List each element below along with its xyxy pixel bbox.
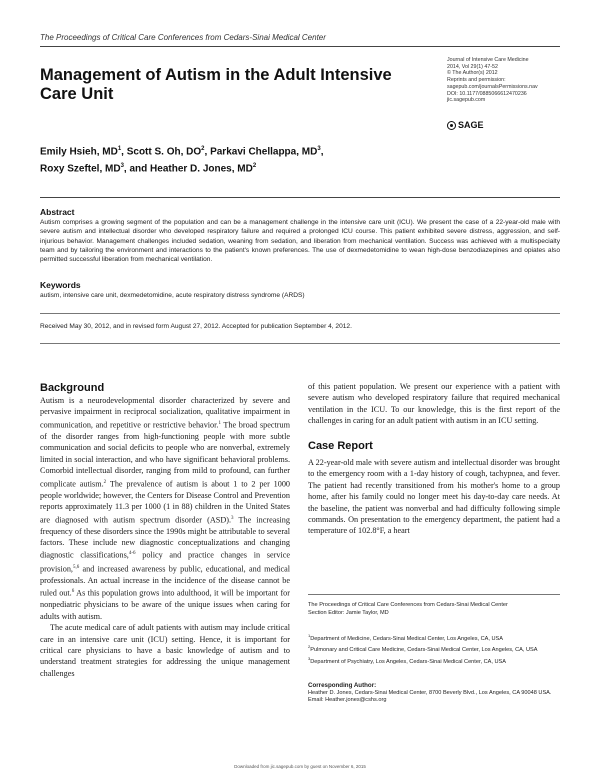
journal-info-line: Reprints and permission: [447,77,506,84]
footnote-proceedings-title: The Proceedings of Critical Care Conferences from Cedars-Sinai Medical Center [308,602,508,608]
case-report-paragraph: A 22-year-old male with severe autism and intellectual disorder was brought to the emergency room with a 1-day history of cough, tachypnea, and fever. The patient had recently transitioned from his mother's home to a group home, after his family could no longer meet his day-to-day care needs. At the baseline, the patient was nonverbal and had difficulty following simple commands. On presentation to the emergency department, the patient had a temperature of 102.8°F, a heart [308,458,560,536]
author-name: Scott S. Oh, DO [126,146,202,158]
keywords-divider [40,313,560,314]
author-list [40,142,400,177]
header-divider [40,46,560,47]
running-header: The Proceedings of Critical Care Conferences from Cedars-Sinai Medical Center [40,33,326,42]
corresponding-author-heading: Corresponding Author: [308,682,377,689]
keywords-text: autism, intensive care unit, dexmedetomidine, acute respiratory distress syndrome (ARDS) [40,292,305,299]
abstract-text: Autism comprises a growing segment of the population and can be a management challenge in the intensive care unit (ICU). We present the case of a 22-year-old male with severe autism and intellectual disorder who developed respiratory failure and required a prolonged ICU course. This patient exhibited severe distress, aggression, and self-injurious behavior. Management challenges included sedation, weaning from sedation, and liberation from mechanical ventilation. Success was achieved with a multispecialty team and by tailoring the environment and interactions to the patient's known preferences. The use of dexmedetomidine to wean high-dose benzodiazepines and opiates also permitted successful liberation from mechanical ventilation. [40,219,560,264]
download-footer: Downloaded from jic.sagepub.com by guest on November 6, 2015 [234,764,366,769]
footnote-affiliations [308,632,560,666]
abstract-divider [40,197,560,198]
author-affiliation-mark: 3 [317,146,321,152]
author-name: Roxy Szeftel, MD [40,163,121,175]
received-divider [40,343,560,344]
author-separator: , and [123,163,151,175]
journal-info-line: DOI: 10.1177/0885066612470236 [447,90,527,97]
keywords-heading: Keywords [40,280,81,290]
citation-mark: 3 [231,515,234,521]
citation-mark: 6 [71,589,75,595]
footnote-divider [308,594,560,595]
affiliation-line: $^2$Pulmonary and Critical Care Medicine, Cedars-Sinai Medical Center, Los Angeles, CA, USA [308,644,538,654]
background-heading: Background [40,382,105,394]
case-report-column [308,457,560,537]
author-affiliation-mark: 2 [252,163,257,170]
abstract-heading: Abstract [40,207,75,217]
case-report-heading: Case Report [308,440,373,452]
citation-mark: 2 [103,479,107,485]
corresponding-author [308,682,560,705]
affiliation-line: $^1$Department of Medicine, Cedars-Sinai Medical Center, Los Angeles, CA, USA [308,633,503,642]
author-separator: , [320,146,324,158]
journal-info-line: © The Author(s) 2012 [447,70,498,77]
journal-info-line: 2014, Vol 29(1) 47-52 [447,63,498,70]
author-name: Parkavi Chellappa, MD [210,146,318,158]
background-paragraph-1: Autism is a neurodevelopmental disorder characterized by severe and pervasive impairment in reciprocal socialization, qualitative impairment in communication, and repetitive or restrictive behavior.$^1$ The broad spectrum of the disorder ranges from high-functioning people with more subtle communication and social deficits to people who are nonverbal, extremely limited in social interaction, and who have significant behavioral problems. Comorbid intellectual disorder, ranging from mild to profound, can further complicate autism.$^2$ The prevalence of autism is about 1 to 2 per 1000 people worldwide; however, the Centers for Disease Control and Prevention reports approximately 11.3 per 1000 (1 in 88) children in the United States are diagnosed with autism spectrum disorder (ASD).$^3$ The increasing frequency of these disorders since the 1990s might be attributable to several factors. These include new diagnostic conceptualizations and changing diagnostic classifications,$^{4-6}$ policy and practice changes in service provision,$^{5,6}$ and increased awareness by public, educational, and medical professionals. An actual increase in the incidence of the disease cannot be ruled out.$^6$ As this population grows into adulthood, it will be important for nonpediatric physicians to be aware of the unique issues when caring for adults with autism. [40,396,291,621]
publisher-logo [447,120,484,130]
author-affiliation-mark: 2 [201,146,205,152]
corresponding-author-email[interactable]: Email: Heather.jones@cshs.org [308,697,387,704]
author-name: Heather D. Jones, MD [150,163,253,175]
background-column [40,395,290,679]
author-separator: , [121,146,127,158]
sage-logo-icon [447,121,456,130]
footnote-section-editor: Section Editor: Jamie Taylor, MD [308,609,389,616]
background-paragraph-2: The acute medical care of adult patients with autism may include critical care in an intensive care unit (ICU) setting. Hence, it is important for critical care physicians to have a basic knowledge of autism and to understand treatment strategies for addressing the unique management challenges [40,623,290,678]
citation-mark: 5,6 [72,564,80,570]
journal-info-line: Journal of Intensive Care Medicine [447,57,529,63]
citation-mark: 4-6 [128,551,136,557]
affiliation-mark: 3 [308,655,311,661]
received-dates: Received May 30, 2012, and in revised form August 27, 2012. Accepted for publication September 4, 2012. [40,323,352,330]
background-paragraph-3: of this patient population. We present our experience with a patient with severe autism who developed respiratory failure that required mechanical ventilation in the ICU. To our knowledge, this is the first report of the challenges in caring for an adult patient with autism in an ICU setting. [308,382,560,426]
affiliation-line: $^3$Department of Psychiatry, Los Angeles, Cedars-Sinai Medical Center, CA, USA [308,655,506,665]
corresponding-author-address: Heather D. Jones, Cedars-Sinai Medical Center, 8700 Beverly Blvd., Los Angeles, CA 90048 USA. [308,689,552,696]
author-affiliation-mark: 1 [117,146,122,152]
author-affiliation-mark: 3 [120,163,124,170]
footnote-proceedings [308,602,560,617]
journal-info-line: sagepub.com/journalsPermissions.nav [447,83,538,90]
affiliation-mark: 2 [308,644,311,650]
citation-mark: 1 [218,420,221,426]
journal-info-line: jic.sagepub.com [447,97,486,104]
background-continued [308,381,560,427]
publisher-name: SAGE [458,120,484,130]
affiliation-mark: 1 [308,633,311,638]
author-name: Emily Hsieh, MD [40,146,118,158]
journal-info [447,57,567,104]
article-title: Management of Autism in the Adult Intensive Care Unit [40,66,392,103]
author-separator: , [204,146,211,158]
